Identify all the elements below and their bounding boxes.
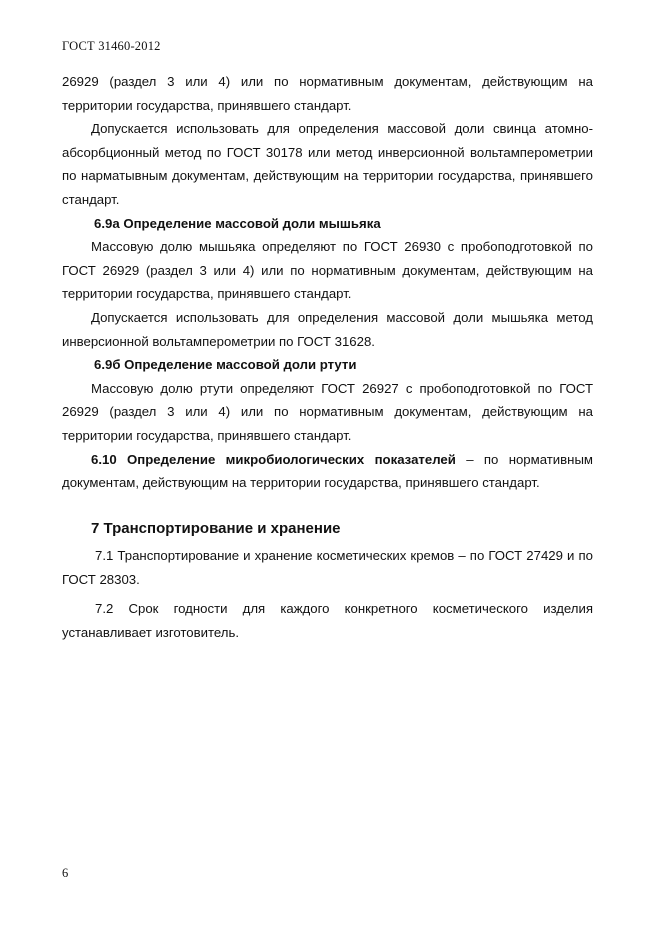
paragraph-microbiology [62,448,593,495]
subheading-arsenic: 6.9а Определение массовой доли мышьяка [94,215,381,231]
document-code-header: ГОСТ 31460-2012 [62,39,161,53]
paragraph-arsenic-alternative: Допускается использовать для определения массовой доли мышьяка метод инверсионной вольтамперометрии по ГОСТ 31628. [62,309,593,349]
section-7-title: 7 Транспортирование и хранение [91,519,341,537]
paragraph-continuation: 26929 (раздел 3 или 4) или по нормативным документам, действующим на территории государства, принявшего стандарт. [62,74,593,113]
paragraph-arsenic-method: Массовую долю мышьяка определяют по ГОСТ 26930 с пробоподготовкой по ГОСТ 26929 (раздел 3 или 4) или по нормативным документам, действующим на территории государства, принявшего стандарт. [62,239,593,302]
paragraph-mercury-method: Массовую долю ртути определяют ГОСТ 26927 с пробоподготовкой по ГОСТ 26929 (раздел 3 или 4) или по нормативным документам, действующим на территории государства, принявшего стандарт. [62,380,593,443]
microbiology-rest: – по нормативным документам, действующим на территории государства, принявшего стандарт. [62,451,593,491]
paragraph-7-1: 7.1 Транспортирование и хранение косметических кремов – по ГОСТ 27429 и по ГОСТ 28303. [62,548,593,587]
paragraph-7-2: 7.2 Срок годности для каждого конкретного косметического изделия устанавливает изготовитель. [62,601,593,641]
subheading-mercury: 6.9б Определение массовой доли ртути [94,357,357,373]
microbiology-lead: 6.10 Определение микробиологических показателей [91,451,456,467]
document-body [62,70,593,645]
paragraph-lead-alternative-methods: Допускается использовать для определения массовой доли свинца атомно-абсорбционный метод по ГОСТ 30178 или метод инверсионной вольтамперометрии по нарматывным документам, действующим на территории государства, принявшего стандарт. [62,121,593,207]
page-number: 6 [62,866,69,880]
